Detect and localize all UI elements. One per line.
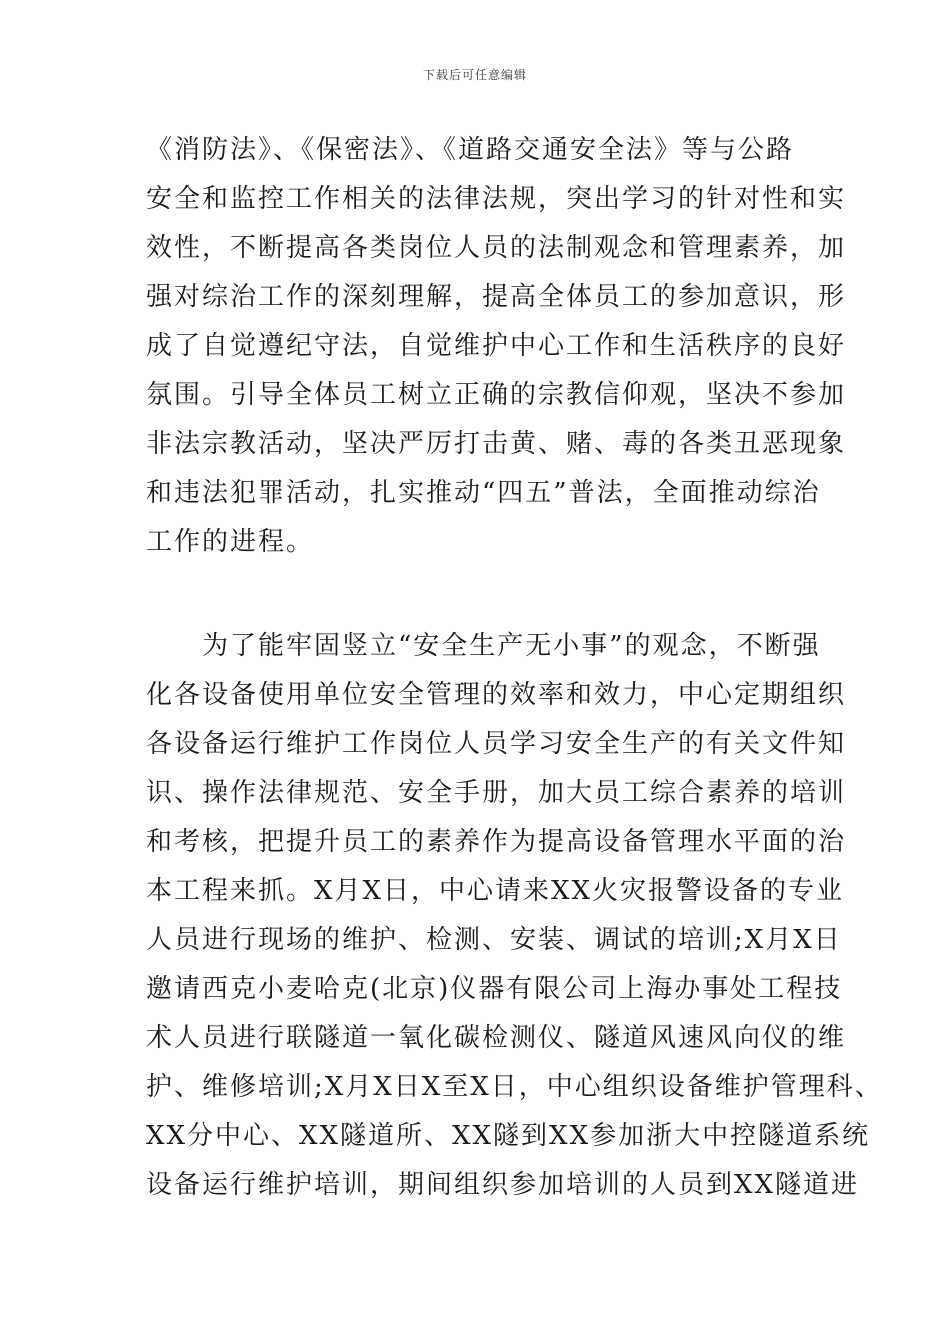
text-line: 强对综治工作的深刻理解，提高全体员工的参加意识，形	[146, 282, 847, 312]
page-header: 下载后可任意编辑	[422, 68, 527, 82]
paragraph-1	[146, 126, 847, 567]
text-line: 非法宗教活动，坚决严厉打击黄、赌、毒的各类丑恶现象	[146, 429, 847, 459]
text-line: 人员进行现场的维护、检测、安装、调试的培训;X月X日	[146, 925, 842, 955]
text-line: 为了能牢固竖立“安全生产无小事”的观念，不断强	[202, 631, 821, 661]
text-line: 各设备运行维护工作岗位人员学习安全生产的有关文件知	[146, 729, 847, 759]
text-line: 和考核，把提升员工的素养作为提高设备管理水平面的治	[146, 827, 847, 857]
text-line: 安全和监控工作相关的法律法规，突出学习的针对性和实	[146, 184, 847, 214]
text-line: 术人员进行联隧道一氧化碳检测仪、隧道风速风向仪的维	[146, 1023, 847, 1053]
text-line: 效性，不断提高各类岗位人员的法制观念和管理素养，加	[146, 233, 847, 263]
text-line: 识、操作法律规范、安全手册，加大员工综合素养的培训	[146, 778, 847, 808]
text-line: 工作的进程。	[146, 527, 315, 557]
text-line: 和违法犯罪活动，扎实推动“四五”普法，全面推动综治	[146, 478, 821, 508]
text-line: 护、维修培训;X月X日X至X日，中心组织设备维护管理科、	[146, 1072, 883, 1102]
paragraph-2	[146, 622, 883, 1210]
text-line: 氛围。引导全体员工树立正确的宗教信仰观，坚决不参加	[146, 380, 847, 410]
text-line: 本工程来抓。X月X日，中心请来XX火灾报警设备的专业	[146, 876, 845, 906]
text-line: 成了自觉遵纪守法，自觉维护中心工作和生活秩序的良好	[146, 331, 847, 361]
text-line: 设备运行维护培训，期间组织参加培训的人员到XX隧道进	[146, 1170, 860, 1200]
text-line: 《消防法》、《保密法》、《道路交通安全法》等与公路	[146, 135, 795, 165]
text-line: 邀请西克小麦哈克(北京)仪器有限公司上海办事处工程技	[146, 974, 843, 1004]
text-line: 化各设备使用单位安全管理的效率和效力，中心定期组织	[146, 680, 847, 710]
text-line: XX分中心、XX隧道所、XX隧到XX参加浙大中控隧道系统	[146, 1121, 871, 1151]
